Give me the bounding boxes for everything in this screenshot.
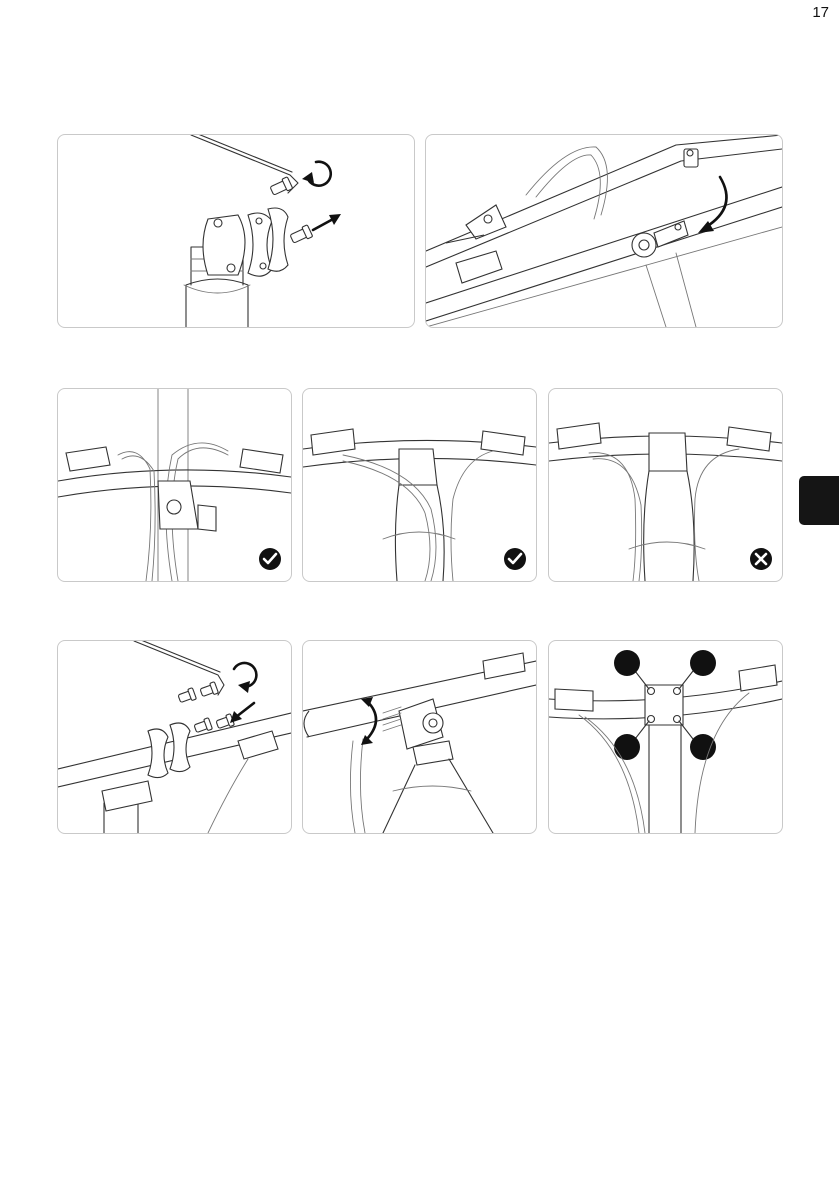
figure-cable-routing-incorrect [548,388,783,582]
figure-cable-routing-correct-1 [57,388,292,582]
figure-handlebar-rotate [425,134,783,328]
illustration-handlebar-position [303,641,536,833]
figure-handlebar-position [302,640,537,834]
figure-install-faceplate-bolts [57,640,292,834]
illustration-handlebar-rotate [426,135,782,327]
illustration-cable-routing-3 [549,389,782,581]
section-side-tab [799,476,839,525]
illustration-stem-faceplate-removal [58,135,414,327]
sequence-marker-4 [690,734,716,760]
illustration-bolt-tightening-order [549,641,782,833]
illustration-cable-routing-2 [303,389,536,581]
sequence-marker-1 [614,650,640,676]
figure-cable-routing-correct-2 [302,388,537,582]
sequence-marker-2 [690,650,716,676]
figure-remove-stem-bolts [57,134,415,328]
sequence-marker-3 [614,734,640,760]
illustration-cable-routing-1 [58,389,291,581]
page-number: 17 [812,4,829,21]
figure-bolt-tightening-order [548,640,783,834]
illustration-faceplate-install [58,641,291,833]
